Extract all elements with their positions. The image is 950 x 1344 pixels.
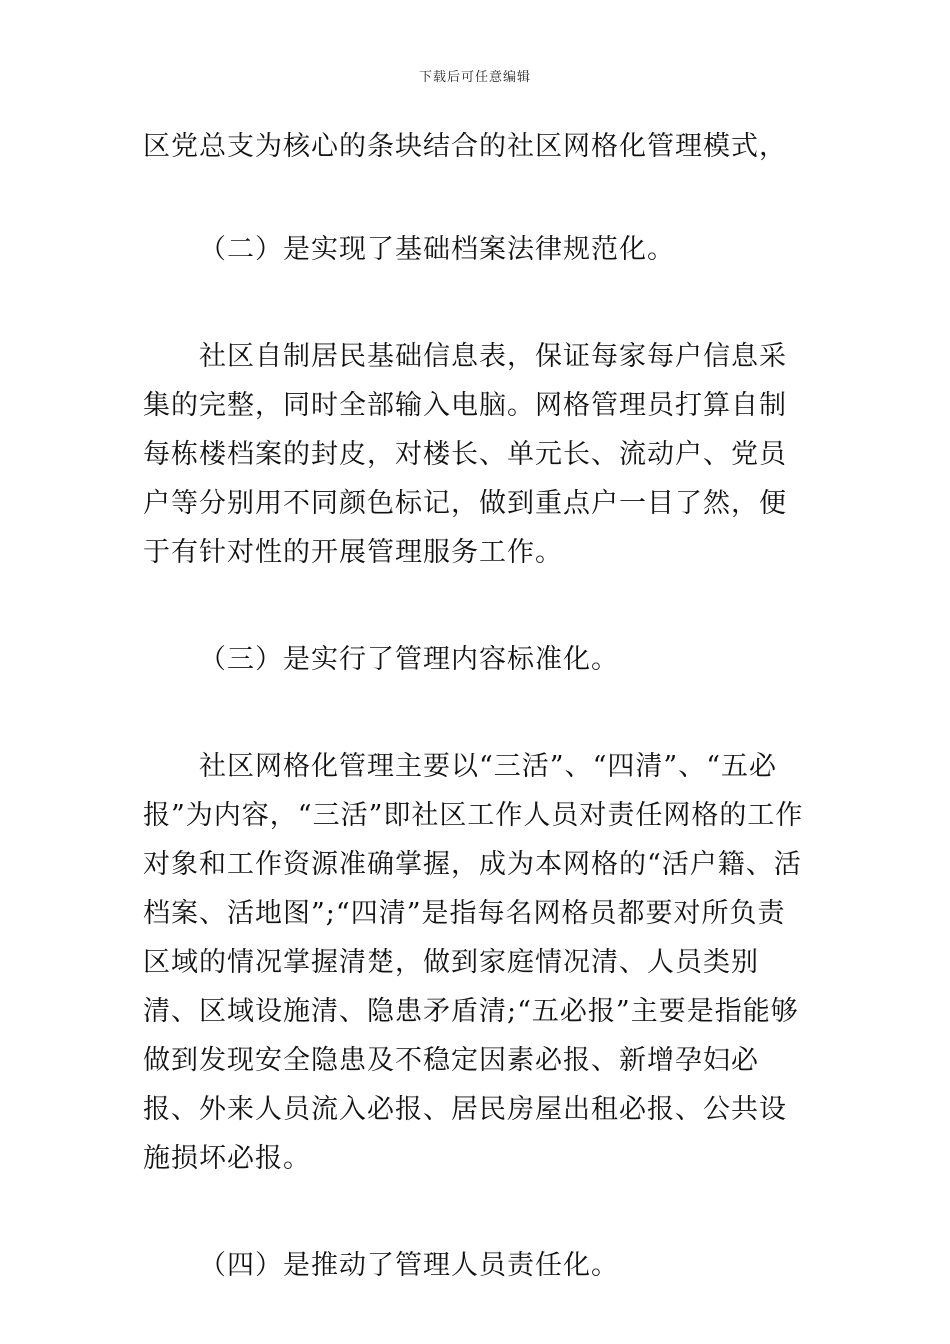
section-heading-2: （二）是实现了基础档案法律规范化。 <box>199 234 675 265</box>
section-paragraph-2: 社区自制居民基础信息表，保证每家每户信息采集的完整，同时全部输入电脑。网格管理员打算自制每栋楼档案的封皮，对楼长、单元长、流动户、党员户等分别用不同颜色标记，做到重点户一目了然，便于有针对性的开展管理服务工作。 <box>143 341 787 568</box>
document-body <box>143 122 813 1290</box>
section-paragraph-3: 社区网格化管理主要以“三活”、“四清”、“五必报”为内容，“三活”即社区工作人员对责任网格的工作对象和工作资源准确掌握，成为本网格的“活户籍、活档案、活地图”;“四清”是指每名网格员都要对所负责区域的情况掌握清楚，做到家庭情况清、人员类别清、区域设施清、隐患矛盾清;“五必报”主要是指能够做到发现安全隐患及不稳定因素必报、新增孕妇必报、外来人员流入必报、居民房屋出租必报、公共设施损坏必报。 <box>143 751 804 1174</box>
header-note: 下载后可任意编辑 <box>418 70 531 85</box>
section-heading-3: （三）是实行了管理内容标准化。 <box>199 644 619 675</box>
section-heading-4: （四）是推动了管理人员责任化。 <box>199 1250 619 1281</box>
intro-line: 区党总支为核心的条块结合的社区网格化管理模式， <box>143 131 787 162</box>
